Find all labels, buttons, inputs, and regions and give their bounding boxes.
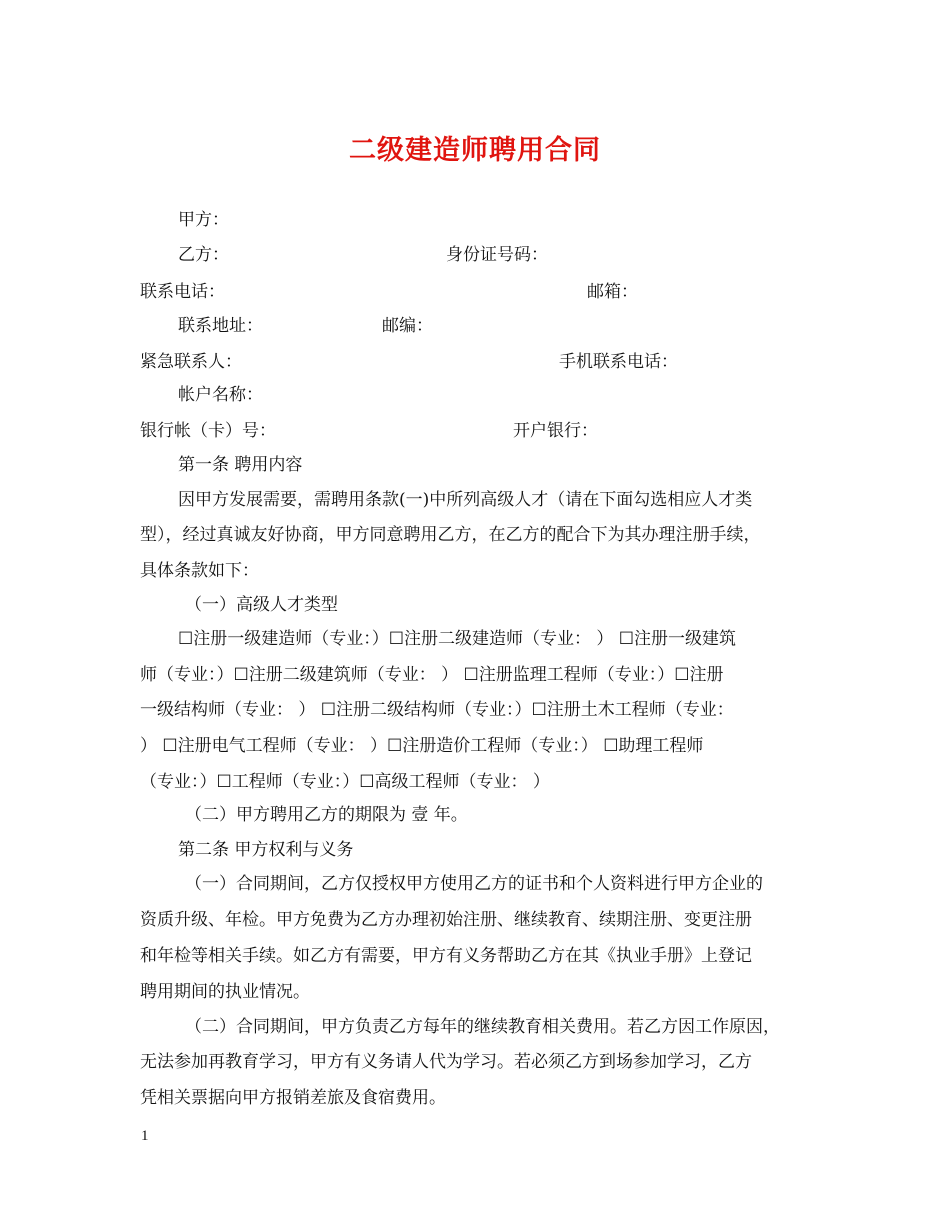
talent-types-line: （专业：）☐工程师（专业：）☐高级工程师（专业： ）: [140, 772, 550, 792]
article-2-paragraph-line: （一）合同期间，乙方仅授权甲方使用乙方的证书和个人资料进行甲方企业的: [185, 874, 763, 894]
postcode-label: 邮编：: [382, 316, 433, 336]
article-2-paragraph-line: 凭相关票据向甲方报销差旅及食宿费用。: [140, 1088, 446, 1108]
account-name-label: 帐户名称：: [178, 385, 263, 405]
article-1-paragraph-line: 具体条款如下：: [140, 561, 259, 581]
email-label: 邮箱：: [587, 282, 638, 302]
phone-label: 联系电话：: [140, 282, 225, 302]
article-2-paragraph-line: 资质升级、年检。甲方免费为乙方办理初始注册、继续教育、续期注册、变更注册: [140, 910, 752, 930]
party-b-label: 乙方：: [178, 245, 229, 265]
mobile-label: 手机联系电话：: [559, 352, 678, 372]
article-2-paragraph-line: 聘用期间的执业情况。: [140, 982, 310, 1002]
talent-types-line: 一级结构师（专业： ） ☐注册二级结构师（专业：）☐注册土木工程师（专业：: [140, 700, 734, 720]
bank-card-label: 银行帐（卡）号：: [140, 421, 276, 441]
talent-types-heading: （一）高级人才类型: [185, 595, 338, 615]
article-1-heading: 第一条 聘用内容: [178, 455, 303, 475]
article-1-paragraph-line: 型），经过真诚友好协商，甲方同意聘用乙方，在乙方的配合下为其办理注册手续，: [140, 525, 761, 545]
talent-types-line: ） ☐注册电气工程师（专业： ）☐注册造价工程师（专业：） ☐助理工程师: [140, 736, 704, 756]
talent-types-line: ☐注册一级建造师（专业：）☐注册二级建造师（专业： ） ☐注册一级建筑: [178, 629, 737, 649]
article-2-paragraph-line: 无法参加再教育学习，甲方有义务请人代为学习。若必须乙方到场参加学习，乙方: [140, 1052, 752, 1072]
page-number: 1: [141, 1128, 149, 1144]
emergency-contact-label: 紧急联系人：: [140, 352, 242, 372]
contract-title: 二级建造师聘用合同: [349, 135, 601, 166]
article-1-paragraph-line: 因甲方发展需要，需聘用条款(一)中所列高级人才（请在下面勾选相应人才类: [178, 490, 753, 510]
party-a-label: 甲方：: [178, 210, 229, 230]
article-2-paragraph-line: （二）合同期间，甲方负责乙方每年的继续教育相关费用。若乙方因工作原因，: [185, 1017, 780, 1037]
article-2-heading: 第二条 甲方权利与义务: [178, 840, 354, 860]
id-number-label: 身份证号码：: [446, 245, 548, 265]
talent-types-line: 师（专业：）☐注册二级建筑师（专业： ） ☐注册监理工程师（专业：）☐注册: [140, 665, 724, 685]
article-2-paragraph-line: 和年检等相关手续。如乙方有需要，甲方有义务帮助乙方在其《执业手册》上登记: [140, 946, 752, 966]
term-clause: （二）甲方聘用乙方的期限为 壹 年。: [185, 805, 468, 825]
bank-label: 开户银行：: [513, 421, 598, 441]
address-label: 联系地址：: [178, 316, 263, 336]
